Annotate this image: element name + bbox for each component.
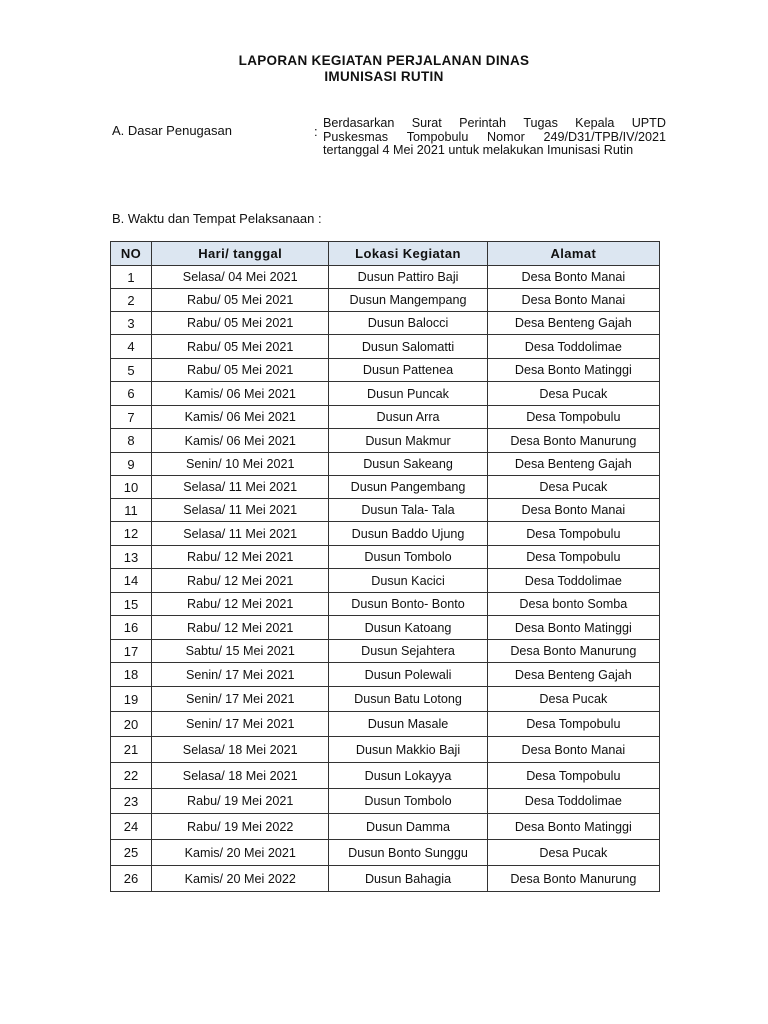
cell-hari-tanggal: Senin/ 17 Mei 2021 — [152, 687, 329, 712]
cell-lokasi-kegiatan: Dusun Sejahtera — [329, 640, 487, 663]
table-row — [111, 866, 660, 892]
cell-lokasi-kegiatan: Dusun Baddo Ujung — [329, 522, 487, 546]
section-a-word: Surat — [411, 116, 442, 130]
cell-lokasi-kegiatan: Dusun Bonto- Bonto — [329, 593, 487, 616]
document-subtitle: IMUNISASI RUTIN — [324, 69, 444, 84]
section-a-colon: : — [314, 124, 318, 139]
cell-hari-tanggal: Selasa/ 11 Mei 2021 — [152, 499, 329, 522]
cell-lokasi-kegiatan: Dusun Bonto Sunggu — [329, 840, 487, 866]
cell-no: 18 — [111, 663, 152, 687]
table-header-row — [111, 242, 660, 266]
cell-no: 5 — [111, 359, 152, 382]
cell-no: 11 — [111, 499, 152, 522]
header-lokasi-kegiatan: Lokasi Kegiatan — [329, 242, 487, 266]
cell-hari-tanggal: Rabu/ 12 Mei 2021 — [152, 546, 329, 569]
cell-hari-tanggal: Rabu/ 05 Mei 2021 — [152, 335, 329, 359]
section-a-word: Tompobulu — [406, 129, 469, 144]
cell-lokasi-kegiatan: Dusun Pangembang — [329, 476, 487, 499]
table-row — [111, 382, 660, 406]
cell-no: 16 — [111, 616, 152, 640]
table-row — [111, 289, 660, 312]
section-a-word: Kepala — [575, 116, 615, 130]
cell-no: 24 — [111, 814, 152, 840]
table-row — [111, 763, 660, 789]
section-a-label: A. Dasar Penugasan — [112, 123, 232, 138]
cell-alamat: Desa Bonto Manai — [487, 266, 659, 289]
table-row — [111, 476, 660, 499]
cell-no: 1 — [111, 266, 152, 289]
cell-hari-tanggal: Rabu/ 05 Mei 2021 — [152, 289, 329, 312]
cell-no: 19 — [111, 687, 152, 712]
header-no: NO — [111, 242, 152, 266]
table-row — [111, 640, 660, 663]
cell-lokasi-kegiatan: Dusun Tombolo — [329, 546, 487, 569]
table-row — [111, 840, 660, 866]
table-row — [111, 499, 660, 522]
cell-no: 12 — [111, 522, 152, 546]
cell-alamat: Desa Pucak — [487, 687, 659, 712]
table-row — [111, 359, 660, 382]
section-a-word: Nomor — [487, 129, 525, 144]
cell-hari-tanggal: Selasa/ 18 Mei 2021 — [152, 763, 329, 789]
cell-no: 3 — [111, 312, 152, 335]
cell-alamat: Desa Tompobulu — [487, 522, 659, 546]
cell-alamat: Desa Benteng Gajah — [487, 663, 659, 687]
cell-hari-tanggal: Rabu/ 12 Mei 2021 — [152, 593, 329, 616]
section-a-line-1 — [323, 117, 666, 131]
table-row — [111, 789, 660, 814]
table-row — [111, 663, 660, 687]
table-row — [111, 335, 660, 359]
cell-hari-tanggal: Senin/ 17 Mei 2021 — [152, 712, 329, 737]
cell-alamat: Desa Pucak — [487, 840, 659, 866]
cell-lokasi-kegiatan: Dusun Katoang — [329, 616, 487, 640]
cell-no: 2 — [111, 289, 152, 312]
document-title: LAPORAN KEGIATAN PERJALANAN DINAS — [238, 53, 530, 68]
cell-alamat: Desa Bonto Manurung — [487, 429, 659, 453]
table-row — [111, 737, 660, 763]
cell-lokasi-kegiatan: Dusun Puncak — [329, 382, 487, 406]
cell-lokasi-kegiatan: Dusun Tala- Tala — [329, 499, 487, 522]
cell-lokasi-kegiatan: Dusun Batu Lotong — [329, 687, 487, 712]
cell-hari-tanggal: Selasa/ 11 Mei 2021 — [152, 522, 329, 546]
section-a-word: Berdasarkan — [323, 116, 395, 130]
table-row — [111, 814, 660, 840]
cell-lokasi-kegiatan: Dusun Pattenea — [329, 359, 487, 382]
table-row — [111, 569, 660, 593]
cell-hari-tanggal: Selasa/ 11 Mei 2021 — [152, 476, 329, 499]
table-row — [111, 616, 660, 640]
cell-lokasi-kegiatan: Dusun Damma — [329, 814, 487, 840]
section-a-word: Perintah — [459, 116, 507, 130]
table-row — [111, 522, 660, 546]
cell-alamat: Desa Toddolimae — [487, 789, 659, 814]
table-row — [111, 593, 660, 616]
cell-no: 21 — [111, 737, 152, 763]
cell-alamat: Desa Bonto Manai — [487, 737, 659, 763]
section-a-word: 249/D31/TPB/IV/2021 — [543, 129, 666, 144]
header-hari-tanggal: Hari/ tanggal — [152, 242, 329, 266]
cell-hari-tanggal: Selasa/ 04 Mei 2021 — [152, 266, 329, 289]
cell-no: 23 — [111, 789, 152, 814]
cell-alamat: Desa Bonto Manurung — [487, 640, 659, 663]
cell-no: 6 — [111, 382, 152, 406]
cell-hari-tanggal: Senin/ 17 Mei 2021 — [152, 663, 329, 687]
cell-alamat: Desa Toddolimae — [487, 569, 659, 593]
cell-hari-tanggal: Selasa/ 18 Mei 2021 — [152, 737, 329, 763]
table-row — [111, 453, 660, 476]
table-row — [111, 266, 660, 289]
cell-alamat: Desa Tompobulu — [487, 546, 659, 569]
cell-alamat: Desa Benteng Gajah — [487, 453, 659, 476]
cell-hari-tanggal: Kamis/ 20 Mei 2021 — [152, 840, 329, 866]
section-a-line-3: tertanggal 4 Mei 2021 untuk melakukan Imunisasi Rutin — [323, 143, 634, 157]
cell-alamat: Desa Tompobulu — [487, 712, 659, 737]
cell-no: 4 — [111, 335, 152, 359]
cell-lokasi-kegiatan: Dusun Lokayya — [329, 763, 487, 789]
cell-alamat: Desa Tompobulu — [487, 406, 659, 429]
cell-hari-tanggal: Rabu/ 05 Mei 2021 — [152, 359, 329, 382]
cell-alamat: Desa Bonto Matinggi — [487, 359, 659, 382]
cell-lokasi-kegiatan: Dusun Makmur — [329, 429, 487, 453]
cell-no: 15 — [111, 593, 152, 616]
table-row — [111, 546, 660, 569]
cell-lokasi-kegiatan: Dusun Salomatti — [329, 335, 487, 359]
cell-lokasi-kegiatan: Dusun Balocci — [329, 312, 487, 335]
table-row — [111, 687, 660, 712]
cell-no: 7 — [111, 406, 152, 429]
cell-no: 22 — [111, 763, 152, 789]
table-row — [111, 312, 660, 335]
cell-no: 9 — [111, 453, 152, 476]
cell-lokasi-kegiatan: Dusun Polewali — [329, 663, 487, 687]
section-a-word: UPTD — [631, 116, 666, 130]
cell-no: 17 — [111, 640, 152, 663]
cell-lokasi-kegiatan: Dusun Makkio Baji — [329, 737, 487, 763]
section-b-label: B. Waktu dan Tempat Pelaksanaan : — [112, 211, 322, 226]
cell-alamat: Desa Bonto Manai — [487, 499, 659, 522]
cell-lokasi-kegiatan: Dusun Sakeang — [329, 453, 487, 476]
cell-no: 13 — [111, 546, 152, 569]
cell-hari-tanggal: Senin/ 10 Mei 2021 — [152, 453, 329, 476]
cell-lokasi-kegiatan: Dusun Mangempang — [329, 289, 487, 312]
cell-no: 10 — [111, 476, 152, 499]
cell-hari-tanggal: Kamis/ 06 Mei 2021 — [152, 406, 329, 429]
section-a-text — [323, 117, 666, 158]
schedule-table — [110, 241, 660, 892]
cell-lokasi-kegiatan: Dusun Masale — [329, 712, 487, 737]
cell-hari-tanggal: Rabu/ 19 Mei 2021 — [152, 789, 329, 814]
header-alamat: Alamat — [487, 242, 659, 266]
cell-alamat: Desa Benteng Gajah — [487, 312, 659, 335]
cell-alamat: Desa Tompobulu — [487, 763, 659, 789]
cell-alamat: Desa bonto Somba — [487, 593, 659, 616]
cell-no: 26 — [111, 866, 152, 892]
cell-lokasi-kegiatan: Dusun Tombolo — [329, 789, 487, 814]
cell-hari-tanggal: Rabu/ 12 Mei 2021 — [152, 569, 329, 593]
table-row — [111, 406, 660, 429]
cell-alamat: Desa Bonto Manai — [487, 289, 659, 312]
cell-no: 20 — [111, 712, 152, 737]
cell-alamat: Desa Bonto Manurung — [487, 866, 659, 892]
cell-hari-tanggal: Sabtu/ 15 Mei 2021 — [152, 640, 329, 663]
cell-hari-tanggal: Kamis/ 06 Mei 2021 — [152, 429, 329, 453]
table-row — [111, 429, 660, 453]
cell-hari-tanggal: Rabu/ 12 Mei 2021 — [152, 616, 329, 640]
cell-no: 14 — [111, 569, 152, 593]
cell-no: 25 — [111, 840, 152, 866]
cell-alamat: Desa Bonto Matinggi — [487, 616, 659, 640]
cell-hari-tanggal: Kamis/ 20 Mei 2022 — [152, 866, 329, 892]
cell-hari-tanggal: Rabu/ 19 Mei 2022 — [152, 814, 329, 840]
cell-lokasi-kegiatan: Dusun Kacici — [329, 569, 487, 593]
section-a-word: Tugas — [523, 116, 558, 130]
cell-alamat: Desa Bonto Matinggi — [487, 814, 659, 840]
table-row — [111, 712, 660, 737]
cell-lokasi-kegiatan: Dusun Pattiro Baji — [329, 266, 487, 289]
cell-no: 8 — [111, 429, 152, 453]
cell-hari-tanggal: Kamis/ 06 Mei 2021 — [152, 382, 329, 406]
cell-hari-tanggal: Rabu/ 05 Mei 2021 — [152, 312, 329, 335]
section-a-line-2 — [323, 131, 666, 145]
cell-alamat: Desa Pucak — [487, 476, 659, 499]
section-a-word: Puskesmas — [323, 129, 389, 144]
cell-lokasi-kegiatan: Dusun Arra — [329, 406, 487, 429]
cell-alamat: Desa Toddolimae — [487, 335, 659, 359]
cell-alamat: Desa Pucak — [487, 382, 659, 406]
cell-lokasi-kegiatan: Dusun Bahagia — [329, 866, 487, 892]
